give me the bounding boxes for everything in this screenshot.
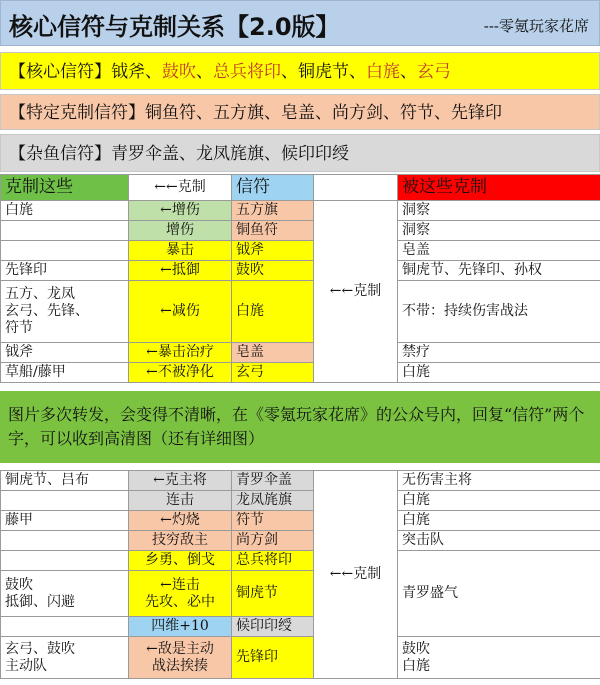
row-arrow: ←克主将 bbox=[129, 471, 232, 491]
table-row bbox=[1, 241, 600, 261]
row-arrow: ←抵御 bbox=[129, 261, 232, 281]
row-left: 钺斧 bbox=[1, 343, 129, 363]
special-runes-band bbox=[0, 94, 600, 130]
row-right: 无伤害主将 bbox=[398, 471, 600, 491]
row-arrow: 技穷敌主 bbox=[129, 531, 232, 551]
row-left bbox=[1, 551, 129, 571]
core-item: 钺斧 bbox=[111, 62, 145, 82]
row-right: 洞察 bbox=[398, 221, 600, 241]
center-counter-label: ←←克制 bbox=[314, 471, 398, 679]
row-left bbox=[1, 617, 129, 637]
row-arrow: 增伤 bbox=[129, 221, 232, 241]
row-arrow: ←减伤 bbox=[129, 281, 232, 343]
row-arrow: ←灼烧 bbox=[129, 511, 232, 531]
row-right: 突击队 bbox=[398, 531, 600, 551]
row-right: 白旄 bbox=[398, 363, 600, 383]
repost-notice: 图片多次转发，会变得不清晰，在《零氪玩家花席》的公众号内，回复“信符”两个字，可以收到高清图（还有详细图） bbox=[0, 391, 600, 463]
misc-runes-band bbox=[0, 134, 600, 172]
counter-table-2 bbox=[0, 470, 600, 679]
row-arrow: ←连击 先攻、必中 bbox=[129, 571, 232, 617]
row-right: 不带：持续伤害战法 bbox=[398, 281, 600, 343]
row-left: 白旄 bbox=[1, 201, 129, 221]
table-row bbox=[1, 637, 600, 679]
separator: 、 bbox=[349, 62, 366, 82]
core-item: 玄弓 bbox=[417, 62, 451, 82]
header-rune: 信符 bbox=[232, 175, 314, 201]
separator: 、 bbox=[196, 62, 213, 82]
row-rune: 符节 bbox=[232, 511, 314, 531]
row-rune: 铜虎节 bbox=[232, 571, 314, 617]
counter-table-1 bbox=[0, 174, 600, 383]
table-header-row bbox=[1, 175, 600, 201]
row-rune: 白旄 bbox=[232, 281, 314, 343]
separator: 、 bbox=[145, 62, 162, 82]
table-row bbox=[1, 471, 600, 491]
table-row bbox=[1, 201, 600, 221]
row-right: 皂盖 bbox=[398, 241, 600, 261]
row-right: 禁疗 bbox=[398, 343, 600, 363]
row-right: 铜虎节、先锋印、孙权 bbox=[398, 261, 600, 281]
row-rune: 铜鱼符 bbox=[232, 221, 314, 241]
core-item: 白旄 bbox=[366, 62, 400, 82]
row-right: 鼓吹 白旄 bbox=[398, 637, 600, 679]
core-runes-label: 【核心信符】 bbox=[9, 62, 111, 82]
row-left: 藤甲 bbox=[1, 511, 129, 531]
row-arrow: ←敌是主动 战法挨揍 bbox=[129, 637, 232, 679]
row-left: 玄弓、鼓吹 主动队 bbox=[1, 637, 129, 679]
row-rune: 五方旗 bbox=[232, 201, 314, 221]
row-rune: 总兵将印 bbox=[232, 551, 314, 571]
row-left bbox=[1, 221, 129, 241]
row-arrow: 连击 bbox=[129, 491, 232, 511]
row-left: 先锋印 bbox=[1, 261, 129, 281]
misc-runes-text: 青罗伞盖、龙凤旄旗、候印印绶 bbox=[111, 144, 349, 164]
table-row bbox=[1, 221, 600, 241]
header-spacer bbox=[314, 175, 398, 201]
header-arrow: ←←克制 bbox=[129, 175, 232, 201]
table-row bbox=[1, 363, 600, 383]
center-counter-label: ←←克制 bbox=[314, 201, 398, 383]
row-arrow: 乡勇、倒戈 bbox=[129, 551, 232, 571]
row-arrow: ←不被净化 bbox=[129, 363, 232, 383]
row-left bbox=[1, 531, 129, 551]
title-bar bbox=[0, 0, 600, 46]
row-right: 白旄 bbox=[398, 511, 600, 531]
row-rune: 皂盖 bbox=[232, 343, 314, 363]
row-rune: 玄弓 bbox=[232, 363, 314, 383]
row-left: 鼓吹 抵御、闪避 bbox=[1, 571, 129, 617]
row-left: 五方、龙凤 玄弓、先锋、 符节 bbox=[1, 281, 129, 343]
row-rune: 钺斧 bbox=[232, 241, 314, 261]
core-item: 铜虎节 bbox=[298, 62, 349, 82]
table-row bbox=[1, 343, 600, 363]
row-rune: 鼓吹 bbox=[232, 261, 314, 281]
core-item: 总兵将印 bbox=[213, 62, 281, 82]
header-countered-by: 被这些克制 bbox=[398, 175, 600, 201]
table-row bbox=[1, 551, 600, 571]
table-row bbox=[1, 261, 600, 281]
row-rune: 先锋印 bbox=[232, 637, 314, 679]
row-left bbox=[1, 491, 129, 511]
row-right: 白旄 bbox=[398, 491, 600, 511]
special-runes-label: 【特定克制信符】 bbox=[9, 103, 145, 123]
row-arrow: ←暴击治疗 bbox=[129, 343, 232, 363]
row-left: 草船/藤甲 bbox=[1, 363, 129, 383]
misc-runes-label: 【杂鱼信符】 bbox=[9, 144, 111, 164]
table-row bbox=[1, 511, 600, 531]
table-row bbox=[1, 491, 600, 511]
row-rune: 尚方剑 bbox=[232, 531, 314, 551]
row-right: 青罗盛气 bbox=[398, 551, 600, 637]
table-row bbox=[1, 281, 600, 343]
row-arrow: ←增伤 bbox=[129, 201, 232, 221]
author-credit: ---零氪玩家花席 bbox=[483, 17, 589, 35]
core-item: 鼓吹 bbox=[162, 62, 196, 82]
row-left: 铜虎节、吕布 bbox=[1, 471, 129, 491]
row-rune: 候印印绶 bbox=[232, 617, 314, 637]
row-left bbox=[1, 241, 129, 261]
row-right: 洞察 bbox=[398, 201, 600, 221]
special-runes-text: 铜鱼符、五方旗、皂盖、尚方剑、符节、先锋印 bbox=[145, 103, 502, 123]
row-arrow: 四维+10 bbox=[129, 617, 232, 637]
separator: 、 bbox=[281, 62, 298, 82]
row-arrow: 暴击 bbox=[129, 241, 232, 261]
header-counters: 克制这些 bbox=[1, 175, 129, 201]
row-rune: 青罗伞盖 bbox=[232, 471, 314, 491]
table-row bbox=[1, 531, 600, 551]
core-runes-band bbox=[0, 52, 600, 90]
row-rune: 龙凤旄旗 bbox=[232, 491, 314, 511]
page-title: 核心信符与克制关系【2.0版】 bbox=[9, 13, 340, 41]
separator: 、 bbox=[400, 62, 417, 82]
